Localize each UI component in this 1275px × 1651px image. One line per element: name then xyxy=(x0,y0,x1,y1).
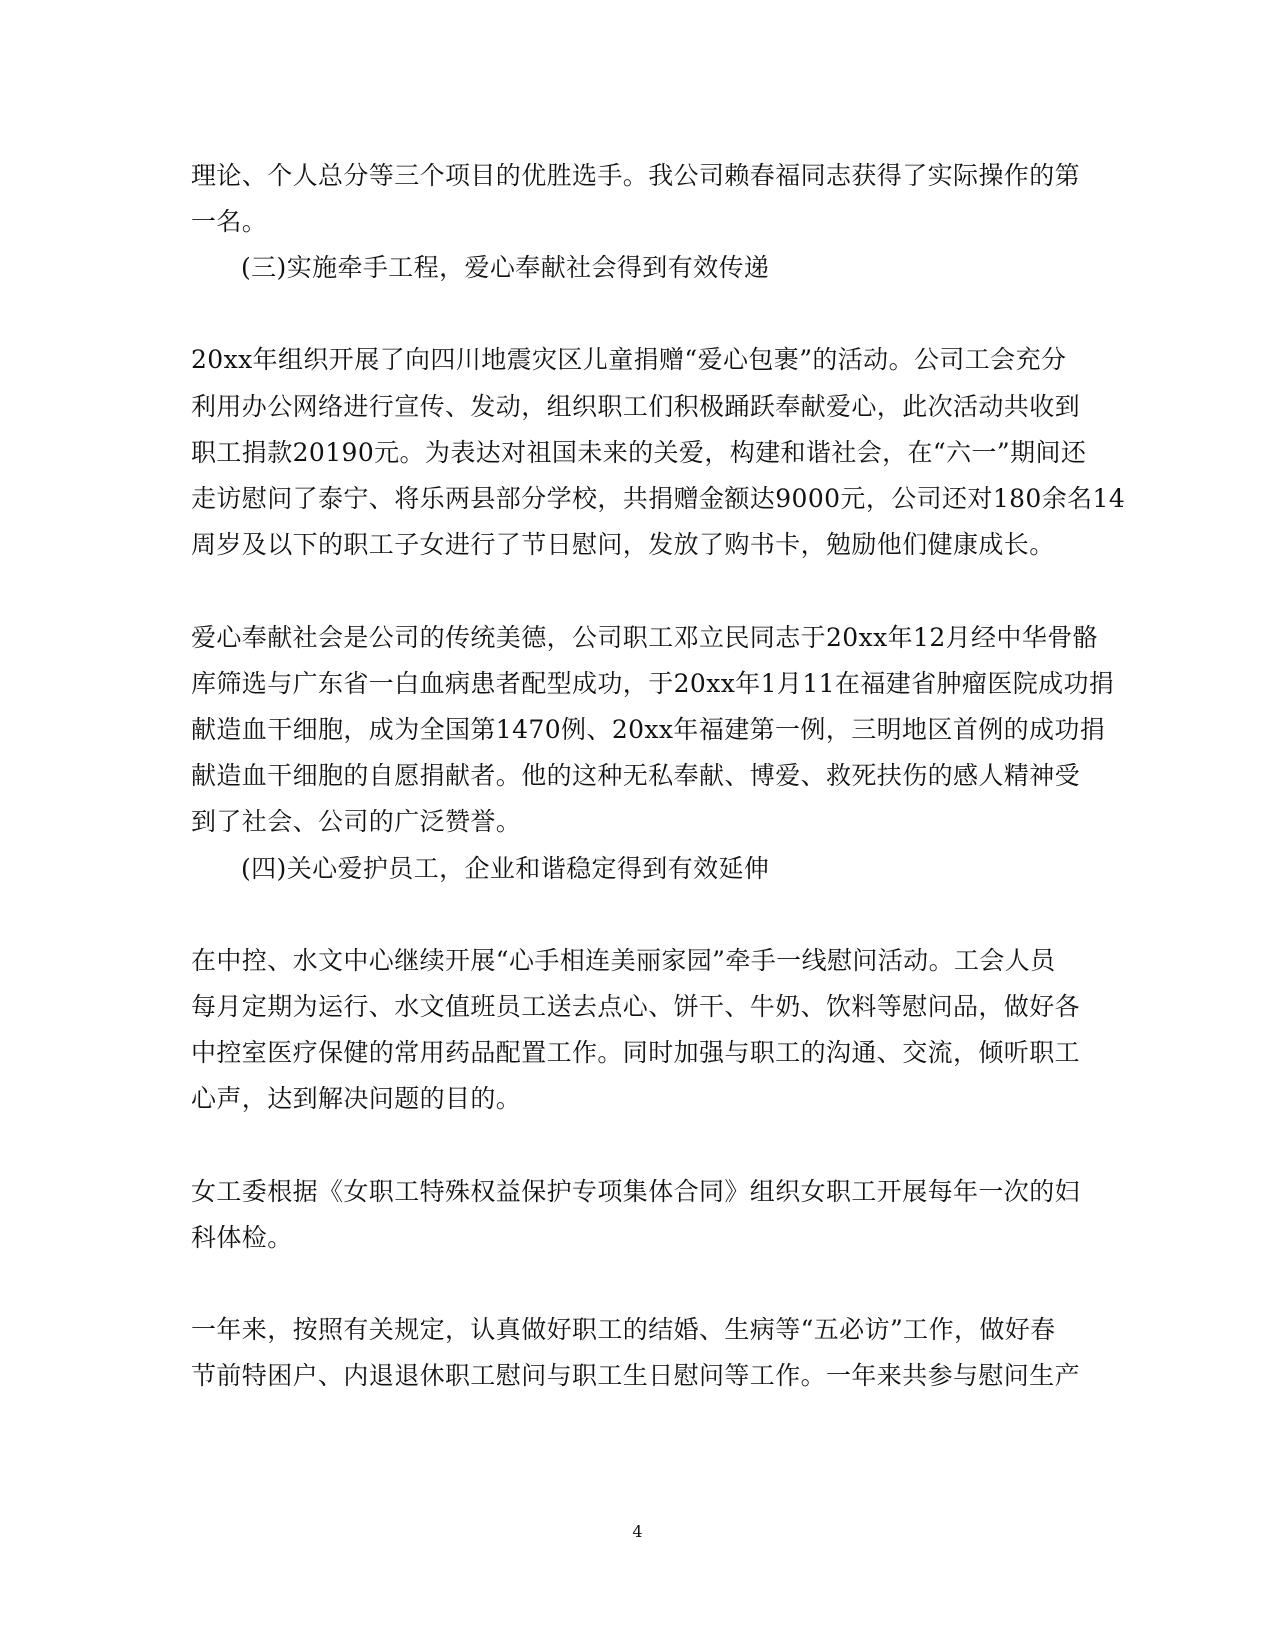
text-line-8: 周岁及以下的职工子女进行了节日慰问，发放了购书卡，勉励他们健康成长。 xyxy=(191,530,1055,559)
text-line-20: 科体检。 xyxy=(191,1223,293,1252)
text-line-12: 献造血干细胞的自愿捐献者。他的这种无私奉献、博爱、救死扶伤的感人精神受 xyxy=(191,761,1081,790)
text-line-15: 在中控、水文中心继续开展“心手相连美丽家园”牵手一线慰问活动。工会人员 xyxy=(191,946,1056,975)
text-line-10: 库筛选与广东省一白血病患者配型成功，于20xx年1月11在福建省肿瘤医院成功捐 xyxy=(191,669,1115,698)
text-line-2: 一名。 xyxy=(191,207,268,236)
page-number: 4 xyxy=(632,1522,643,1541)
text-line-1: 理论、个人总分等三个项目的优胜选手。我公司赖春福同志获得了实际操作的第 xyxy=(191,161,1081,190)
text-line-19: 女工委根据《女职工特殊权益保护专项集体合同》组织女职工开展每年一次的妇 xyxy=(191,1177,1081,1206)
text-line-4: 20xx年组织开展了向四川地震灾区儿童捐赠“爱心包裹”的活动。公司工会充分 xyxy=(191,345,1067,374)
section-heading-3: (三)实施牵手工程，爱心奉献社会得到有效传递 xyxy=(241,253,770,282)
text-line-18: 心声，达到解决问题的目的。 xyxy=(191,1084,522,1113)
text-line-22: 节前特困户、内退退休职工慰问与职工生日慰问等工作。一年来共参与慰问生产 xyxy=(191,1361,1081,1390)
text-line-17: 中控室医疗保健的常用药品配置工作。同时加强与职工的沟通、交流，倾听职工 xyxy=(191,1038,1081,1067)
text-line-6: 职工捐款20190元。为表达对祖国未来的关爱，构建和谐社会，在“六一”期间还 xyxy=(191,438,1087,467)
text-line-21: 一年来，按照有关规定，认真做好职工的结婚、生病等“五必访”工作，做好春 xyxy=(191,1315,1056,1344)
text-line-9: 爱心奉献社会是公司的传统美德，公司职工邓立民同志于20xx年12月经中华骨骼 xyxy=(191,623,1099,652)
text-line-13: 到了社会、公司的广泛赞誉。 xyxy=(191,807,522,836)
text-line-5: 利用办公网络进行宣传、发动，组织职工们积极踊跃奉献爱心，此次活动共收到 xyxy=(191,392,1081,421)
section-heading-4: (四)关心爱护员工，企业和谐稳定得到有效延伸 xyxy=(241,854,770,883)
text-line-16: 每月定期为运行、水文值班员工送去点心、饼干、牛奶、饮料等慰问品，做好各 xyxy=(191,992,1081,1021)
text-line-7: 走访慰问了泰宁、将乐两县部分学校，共捐赠金额达9000元，公司还对180余名14 xyxy=(191,484,1126,513)
text-line-11: 献造血干细胞，成为全国第1470例、20xx年福建第一例，三明地区首例的成功捐 xyxy=(191,715,1106,744)
